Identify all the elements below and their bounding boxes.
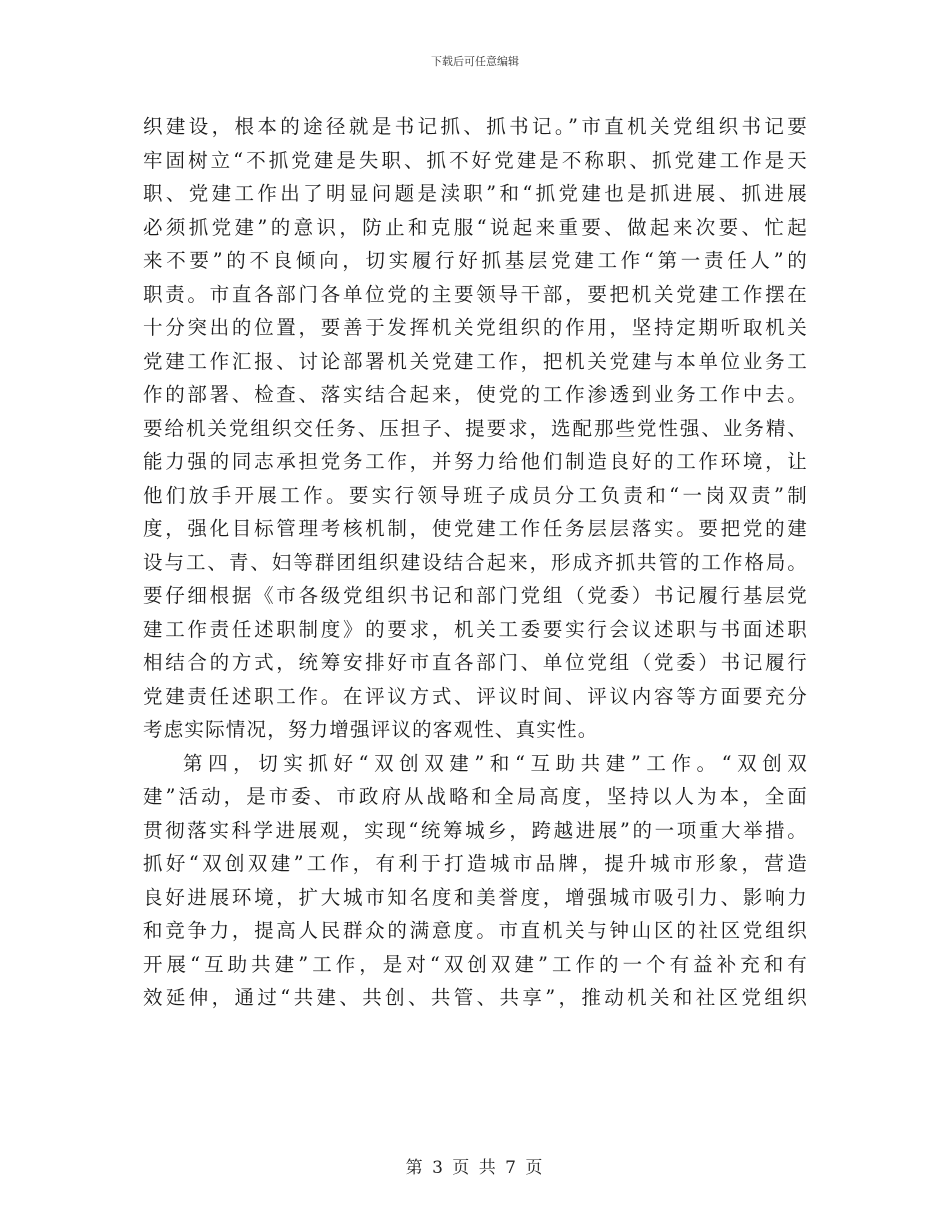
body-text [143,110,808,1015]
text-line: 来不要”的不良倾向，切实履行好抓基层党建工作“第一责任人”的 [143,249,808,272]
text-line: 建”活动，是市委、市政府从战略和全局高度，坚持以人为本，全面 [143,785,808,808]
text-line: 职责。市直各部门各单位党的主要领导干部，要把机关党建工作摆在 [143,282,808,306]
text-line: 和竞争力，提高人民群众的满意度。市直机关与钟山区的社区党组织 [143,919,808,942]
text-line: 党建工作汇报、讨论部署机关党建工作，把机关党建与本单位业务工 [143,349,808,373]
text-line: 职、党建工作出了明显问题是渎职”和“抓党建也是抓进展、抓进展 [143,182,808,205]
text-line: 要仔细根据《市各级党组织书记和部门党组（党委）书记履行基层党 [143,584,808,607]
text-line: 十分突出的位置，要善于发挥机关党组织的作用，坚持定期听取机关 [143,316,808,339]
text-line: 党建责任述职工作。在评议方式、评议时间、评议内容等方面要充分 [143,684,808,708]
text-line: 度，强化目标管理考核机制，使党建工作任务层层落实。要把党的建 [143,517,808,540]
page-number: 第 3 页 共 7 页 [405,1158,545,1178]
text-line: 贯彻落实科学进展观，实现“统筹城乡，跨越进展”的一项重大举措。 [143,818,808,842]
page-header: 下载后可任意编辑 [431,55,519,68]
text-line: 必须抓党建”的意识，防止和克服“说起来重要、做起来次要、忙起 [143,215,808,239]
text-line: 牢固树立“不抓党建是失职、抓不好党建是不称职、抓党建工作是天 [143,148,808,172]
text-line: 作的部署、检查、落实结合起来，使党的工作渗透到业务工作中去。 [143,383,808,406]
text-line: 织建设，根本的途径就是书记抓、抓书记。”市直机关党组织书记要 [143,115,808,138]
text-line: 良好进展环境，扩大城市知名度和美誉度，增强城市吸引力、影响力 [143,885,808,909]
text-line: 要给机关党组织交任务、压担子、提要求，选配那些党性强、业务精、 [143,416,808,440]
text-line: 相结合的方式，统筹安排好市直各部门、单位党组（党委）书记履行 [143,651,808,674]
text-line: 能力强的同志承担党务工作，并努力给他们制造良好的工作环境，让 [143,450,808,473]
text-line-paragraph-end: 考虑实际情况，努力增强评议的客观性、真实性。 [143,718,599,741]
text-line: 效延伸，通过“共建、共创、共管、共享”，推动机关和社区党组织 [143,986,808,1009]
text-line-paragraph-start: 第四，切实抓好“双创双建”和“互助共建”工作。“双创双 [183,751,808,775]
text-line: 抓好“双创双建”工作，有利于打造城市品牌，提升城市形象，营造 [143,852,808,875]
text-line: 开展“互助共建”工作，是对“双创双建”工作的一个有益补充和有 [143,952,808,976]
text-line: 设与工、青、妇等群团组织建设结合起来，形成齐抓共管的工作格局。 [143,550,808,574]
text-line: 他们放手开展工作。要实行领导班子成员分工负责和“一岗双责”制 [143,483,808,507]
text-line: 建工作责任述职制度》的要求，机关工委要实行会议述职与书面述职 [143,617,808,641]
